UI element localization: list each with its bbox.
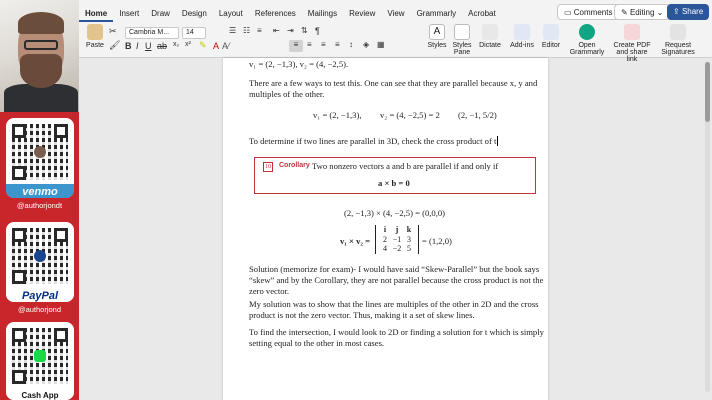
cut-icon[interactable]: ✂ <box>109 26 117 36</box>
paypal-handle: @authorjond <box>17 305 62 314</box>
tab-grammarly[interactable]: Grammarly <box>416 9 457 18</box>
increase-indent-icon[interactable]: ⇥ <box>287 26 294 35</box>
tab-layout[interactable]: Layout <box>218 9 243 18</box>
borders-icon[interactable]: ▦ <box>377 40 385 49</box>
editor-icon <box>543 24 559 40</box>
dictate-button[interactable]: Dictate <box>477 24 503 49</box>
vector-definition-line: v₁ = (2, −1,3), v₂ = (4, −2,5). <box>249 59 349 69</box>
grammarly-icon <box>579 24 595 40</box>
webcam-person-hair <box>18 12 64 34</box>
matrix-cell: j <box>395 225 399 234</box>
font-color-button[interactable]: A <box>213 41 220 51</box>
cashapp-qr-code <box>12 328 68 384</box>
equation-v2: v₂ = (4, −2,5) = 2 <box>380 110 440 120</box>
highlight-icon[interactable]: ✎ <box>199 40 207 50</box>
signature-icon <box>670 24 686 40</box>
cashapp-label: Cash App <box>6 388 74 400</box>
equation-v1: v₁ = (2, −1,3), <box>313 110 362 120</box>
cross-product-equation: (2, −1,3) × (4, −2,5) = (0,0,0) <box>344 208 446 218</box>
determinant-matrix <box>375 225 419 254</box>
sort-icon[interactable]: ⇅ <box>301 26 308 35</box>
align-center-icon[interactable]: ≡ <box>307 40 312 49</box>
font-size-select[interactable]: 14 <box>182 27 206 39</box>
share-icon: ⇪ <box>673 7 682 16</box>
justify-icon[interactable]: ≡ <box>335 40 340 49</box>
tab-mailings[interactable]: Mailings <box>307 9 338 18</box>
paypal-qr-code <box>12 228 68 284</box>
styles-button[interactable]: A Styles <box>427 26 447 49</box>
request-signatures-button[interactable]: Request Signatures <box>655 24 701 56</box>
webcam-person-glasses <box>24 40 58 50</box>
bold-button[interactable]: B <box>125 41 132 51</box>
matrix-cell: 5 <box>407 244 411 253</box>
numbering-icon[interactable]: ☷ <box>243 26 251 35</box>
tab-home[interactable]: Home <box>79 6 113 22</box>
venmo-qr-code <box>12 124 68 180</box>
editing-mode-button[interactable]: ✎ Editing ⌄ <box>614 4 670 20</box>
add-ins-button[interactable]: Add-ins <box>507 24 537 49</box>
matrix-cell: 4 <box>383 244 387 253</box>
clipboard-icon <box>87 24 103 40</box>
paragraph-solution: Solution (memorize for exam)- I would have said “Skew-Parallel” but the book says “skew” and by the Corollary, they are not parallel because the cross product is not the zero vector. <box>249 264 544 296</box>
font-name-select[interactable]: Cambria M... <box>125 27 179 39</box>
paragraph-cross-product <box>249 136 549 147</box>
paragraph-my-solution: My solution was to show that the lines are multiples of the other in 2D and the cross product is not the zero vector. Thus, making it a set of skew lines. <box>249 299 539 320</box>
comments-button[interactable]: ▭ Comments <box>557 4 619 20</box>
pdf-icon <box>624 24 640 40</box>
venmo-card <box>6 118 74 198</box>
matrix-cell: 3 <box>407 234 411 244</box>
tab-draw[interactable]: Draw <box>151 9 170 18</box>
matrix-cell: −1 <box>392 234 402 244</box>
create-pdf-button[interactable]: Create PDF and share link <box>611 24 653 63</box>
corollary-title: Corollary <box>279 162 310 169</box>
matrix-cell: i <box>383 225 387 234</box>
cross-product-label: v₁ × v₂ = <box>340 236 370 246</box>
superscript-button[interactable]: x² <box>185 41 191 48</box>
avatar <box>34 146 46 158</box>
tab-view[interactable]: View <box>387 9 405 18</box>
italic-button[interactable]: I <box>136 41 139 51</box>
webcam-feed <box>0 0 79 112</box>
venmo-handle: @authorjondt <box>16 201 63 210</box>
cashapp-card <box>6 322 74 400</box>
cashapp-logo-icon <box>34 350 46 362</box>
show-formatting-icon[interactable]: ¶ <box>315 26 320 36</box>
shading-icon[interactable]: ◈ <box>363 40 370 49</box>
underline-button[interactable]: U <box>145 41 152 51</box>
decrease-indent-icon[interactable]: ⇤ <box>273 26 280 35</box>
text-cursor <box>497 136 498 146</box>
document-page[interactable] <box>223 58 548 400</box>
venmo-label: venmo <box>6 184 74 198</box>
align-left-icon[interactable]: ≡ <box>289 40 303 52</box>
tab-review[interactable]: Review <box>349 9 376 18</box>
line-spacing-icon[interactable]: ↕ <box>349 40 353 49</box>
bullets-icon[interactable]: ☰ <box>229 26 237 35</box>
equation-v2-scaled: (2, −1, 5/2) <box>458 110 497 120</box>
microphone-icon <box>482 24 498 40</box>
stream-sidebar <box>0 0 79 400</box>
matrix-cell: −2 <box>392 244 402 253</box>
paragraph-ways-to-test: There are a few ways to test this. One can see that they are parallel because x, y and multiples of the other. <box>249 78 538 99</box>
paragraph-cross-product-text: To determine if two lines are parallel in 3D, check the cross product of t <box>249 136 497 146</box>
strikethrough-button[interactable]: ab <box>157 41 168 51</box>
scrollbar-thumb[interactable] <box>705 62 710 122</box>
paypal-card <box>6 222 74 302</box>
paypal-logo-icon <box>34 250 46 262</box>
share-button[interactable]: ⇪ Share <box>667 4 709 20</box>
format-painter-icon[interactable]: 🖌 <box>109 40 121 50</box>
matrix-cell: 2 <box>383 234 387 244</box>
tab-design[interactable]: Design <box>181 9 207 18</box>
corollary-text: Two nonzero vectors a and b are parallel if and only if <box>312 161 499 171</box>
corollary-box <box>254 157 536 194</box>
styles-pane-icon <box>454 24 470 40</box>
subscript-button[interactable]: x₂ <box>173 41 180 48</box>
ribbon-tabs <box>79 6 502 22</box>
paste-button[interactable]: Paste <box>83 24 107 49</box>
tab-acrobat[interactable]: Acrobat <box>468 9 496 18</box>
clear-formatting-icon[interactable]: A⁄ <box>222 41 230 51</box>
editor-button[interactable]: Editor <box>539 24 563 49</box>
paragraph-intersection: To find the intersection, I would look to 2D or finding a solution for t which is simply setting equal to the other in most cases. <box>249 327 544 348</box>
cross-product-result: = (1,2,0) <box>422 236 452 246</box>
chevron-down-icon: ⌄ <box>654 8 664 17</box>
tab-insert[interactable]: Insert <box>119 9 140 18</box>
comment-icon: ▭ <box>564 8 574 17</box>
styles-pane-button[interactable]: Styles Pane <box>450 24 474 56</box>
tab-references[interactable]: References <box>254 9 296 18</box>
open-grammarly-button[interactable]: Open Grammarly <box>567 24 607 56</box>
add-ins-icon <box>514 24 530 40</box>
styles-icon: A <box>429 24 445 40</box>
matrix-cell: k <box>406 225 412 234</box>
corollary-equation: a × b = 0 <box>378 178 410 188</box>
pencil-icon: ✎ <box>621 8 630 17</box>
webcam-person-shirt <box>4 84 78 112</box>
vertical-scrollbar[interactable] <box>705 62 710 392</box>
multilevel-list-icon[interactable]: ≡ <box>257 26 262 35</box>
align-right-icon[interactable]: ≡ <box>321 40 326 49</box>
webcam-person-beard <box>20 54 62 88</box>
corollary-number: 10 <box>265 164 271 170</box>
paypal-label: PayPal <box>6 288 74 302</box>
word-ribbon <box>79 0 712 63</box>
